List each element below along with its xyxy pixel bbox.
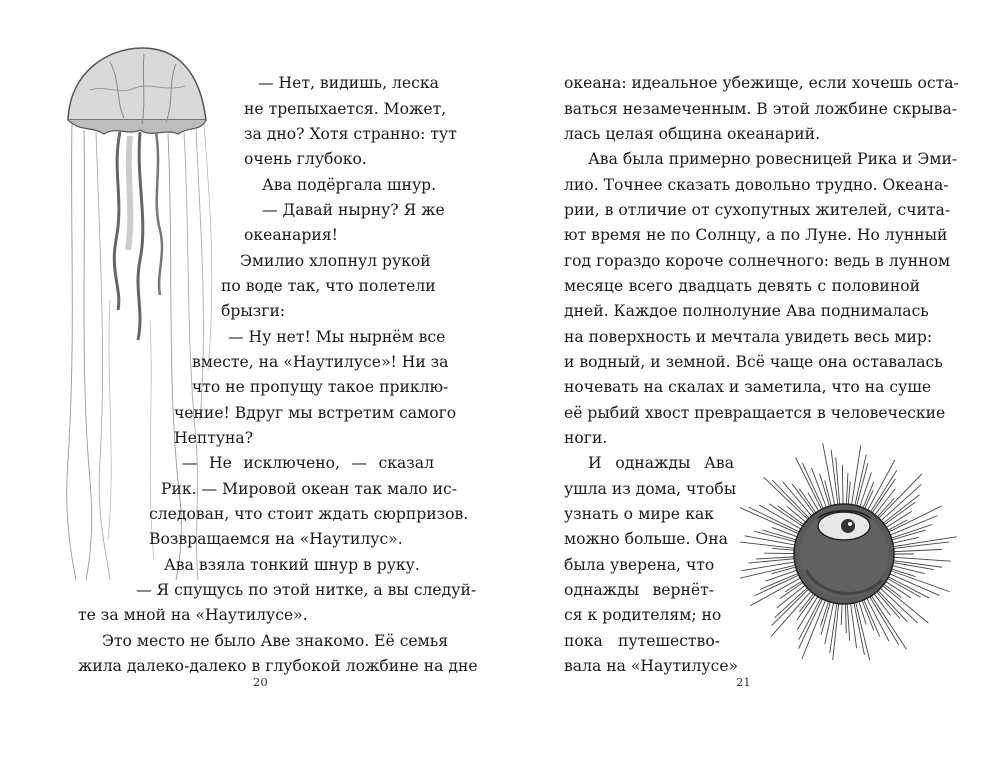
urchin-spine — [754, 574, 800, 596]
text-line: И однажды Ава — [588, 454, 734, 472]
text-line: — Нет, видишь, леска — [258, 74, 439, 92]
text-line: — Не исключено, — сказал — [182, 454, 434, 472]
text-line: жила далеко-далеко в глубокой ложбине на дне — [78, 657, 478, 675]
text-line: океанария! — [244, 226, 338, 244]
text-line: дней. Каждое полнолуние Ава поднималась — [564, 302, 929, 320]
text-line: Ава подёргала шнур. — [262, 176, 437, 194]
urchin-spine — [869, 595, 899, 645]
text-line: Ава была примерно ровесницей Рика и Эми- — [588, 150, 958, 168]
urchin-spine — [880, 484, 922, 521]
right-page — [500, 0, 1000, 768]
urchin-spine — [750, 577, 802, 605]
text-line: лась целая община океанарий. — [564, 125, 821, 143]
urchin-spine — [863, 598, 880, 637]
text-line: не трепыхается. Может, — [244, 100, 447, 118]
text-line: вала на «Наутилусе» — [564, 657, 739, 675]
text-line: Это место не было Аве знакомо. Её семья — [102, 632, 449, 650]
text-line: узнать о мире как — [564, 505, 714, 523]
text-line: те за мной на «Наутилусе». — [78, 606, 308, 624]
urchin-spine — [821, 600, 831, 635]
text-line: ваться незамеченным. В этой ложбине скрыва- — [564, 100, 958, 118]
sea-urchin-illustration — [740, 420, 980, 660]
text-line: — Я спущусь по этой нитке, а вы следуй- — [136, 581, 477, 599]
urchin-spine — [850, 602, 856, 649]
urchin-spine — [845, 602, 846, 633]
text-line: и водный, и земной. Всё чаще она оставалась — [564, 353, 943, 371]
text-line: ноги. — [564, 429, 608, 447]
urchin-spine — [881, 584, 928, 623]
page-number: 21 — [736, 675, 751, 689]
text-line: её рыбий хвост превращается в человеческие — [564, 404, 946, 422]
text-line: очень глубоко. — [244, 150, 367, 168]
urchin-spine — [891, 537, 919, 543]
urchin-spine — [848, 481, 850, 506]
urchin-spine — [771, 590, 812, 636]
urchin-spine — [802, 463, 824, 510]
page-number: 20 — [253, 675, 268, 689]
urchin-spine — [842, 465, 843, 506]
urchin-spine — [877, 589, 908, 622]
text-line: была уверена, что — [564, 556, 715, 574]
urchin-spine — [890, 530, 926, 540]
urchin-spine — [887, 506, 942, 533]
urchin-spine — [889, 570, 949, 592]
text-line: Эмилио хлопнул рукой — [240, 252, 431, 270]
text-line: однажды вернёт- — [564, 581, 714, 599]
urchin-spine — [841, 602, 842, 625]
text-line: по воде так, что полетели — [221, 277, 436, 295]
urchin-spine — [892, 557, 951, 561]
text-line: чение! Вдруг мы встретим самого — [174, 404, 457, 422]
urchin-spine — [772, 548, 796, 550]
text-line: ночевать на скалах и заметила, что на суше — [564, 378, 932, 396]
urchin-spine — [748, 559, 796, 564]
text-line: пока путешество- — [564, 632, 720, 650]
text-line: лио. Точнее сказать довольно трудно. Океана- — [564, 176, 949, 194]
text-line: брызги: — [221, 302, 286, 320]
text-line: Рик. — Мировой океан так мало ис- — [161, 480, 458, 498]
urchin-spine — [846, 473, 848, 506]
text-line: вместе, на «Наутилусе»! Ни за — [192, 353, 449, 371]
urchin-spine — [854, 601, 865, 655]
urchin-spine — [887, 576, 930, 598]
text-line: год гораздо короче солнечного: ведь в лунном — [564, 252, 951, 270]
urchin-spine — [836, 457, 840, 506]
urchin-spine — [847, 602, 850, 641]
urchin-spine — [772, 480, 810, 519]
urchin-spine — [778, 506, 806, 526]
urchin-spine — [886, 578, 921, 598]
text-line: — Ну нет! Мы нырнём все — [228, 328, 446, 346]
urchin-spine — [764, 477, 810, 521]
text-line: на поверхность и мечтала увидеть весь мир: — [564, 328, 933, 346]
text-line: ся к родителям; но — [564, 606, 722, 624]
urchin-spine — [888, 573, 939, 595]
text-line: — Давай нырну? Я же — [262, 201, 445, 219]
urchin-spine — [740, 542, 796, 549]
text-line: можно больше. Она — [564, 530, 728, 548]
text-line: Ава взяла тонкий шнур в руку. — [164, 556, 420, 574]
urchin-spine — [854, 454, 866, 507]
urchin-spine — [864, 490, 873, 510]
text-line: Нептуна? — [174, 429, 254, 447]
urchin-spine — [798, 597, 823, 648]
text-line: ушла из дома, чтобы — [564, 480, 737, 498]
text-line: ют время не по Солнцу, а по Луне. Но лунный — [564, 226, 948, 244]
text-line: месяце всего двадцать девять с половиной — [564, 277, 920, 295]
text-line: что не пропущу такое приклю- — [192, 378, 449, 396]
text-line: следован, что стоит ждать сюрпризов. — [149, 505, 469, 523]
urchin-spine — [754, 531, 798, 542]
urchin-spine — [892, 549, 942, 551]
text-line: Возвращаемся на «Наутилус». — [149, 530, 403, 548]
urchin-spine — [771, 588, 809, 626]
text-line: за дно? Хотя странно: тут — [244, 125, 457, 143]
text-line: рии, в отличие от сухопутных жителей, считa- — [564, 201, 951, 219]
text-line: океана: идеальное убежище, если хочешь оста- — [564, 74, 959, 92]
